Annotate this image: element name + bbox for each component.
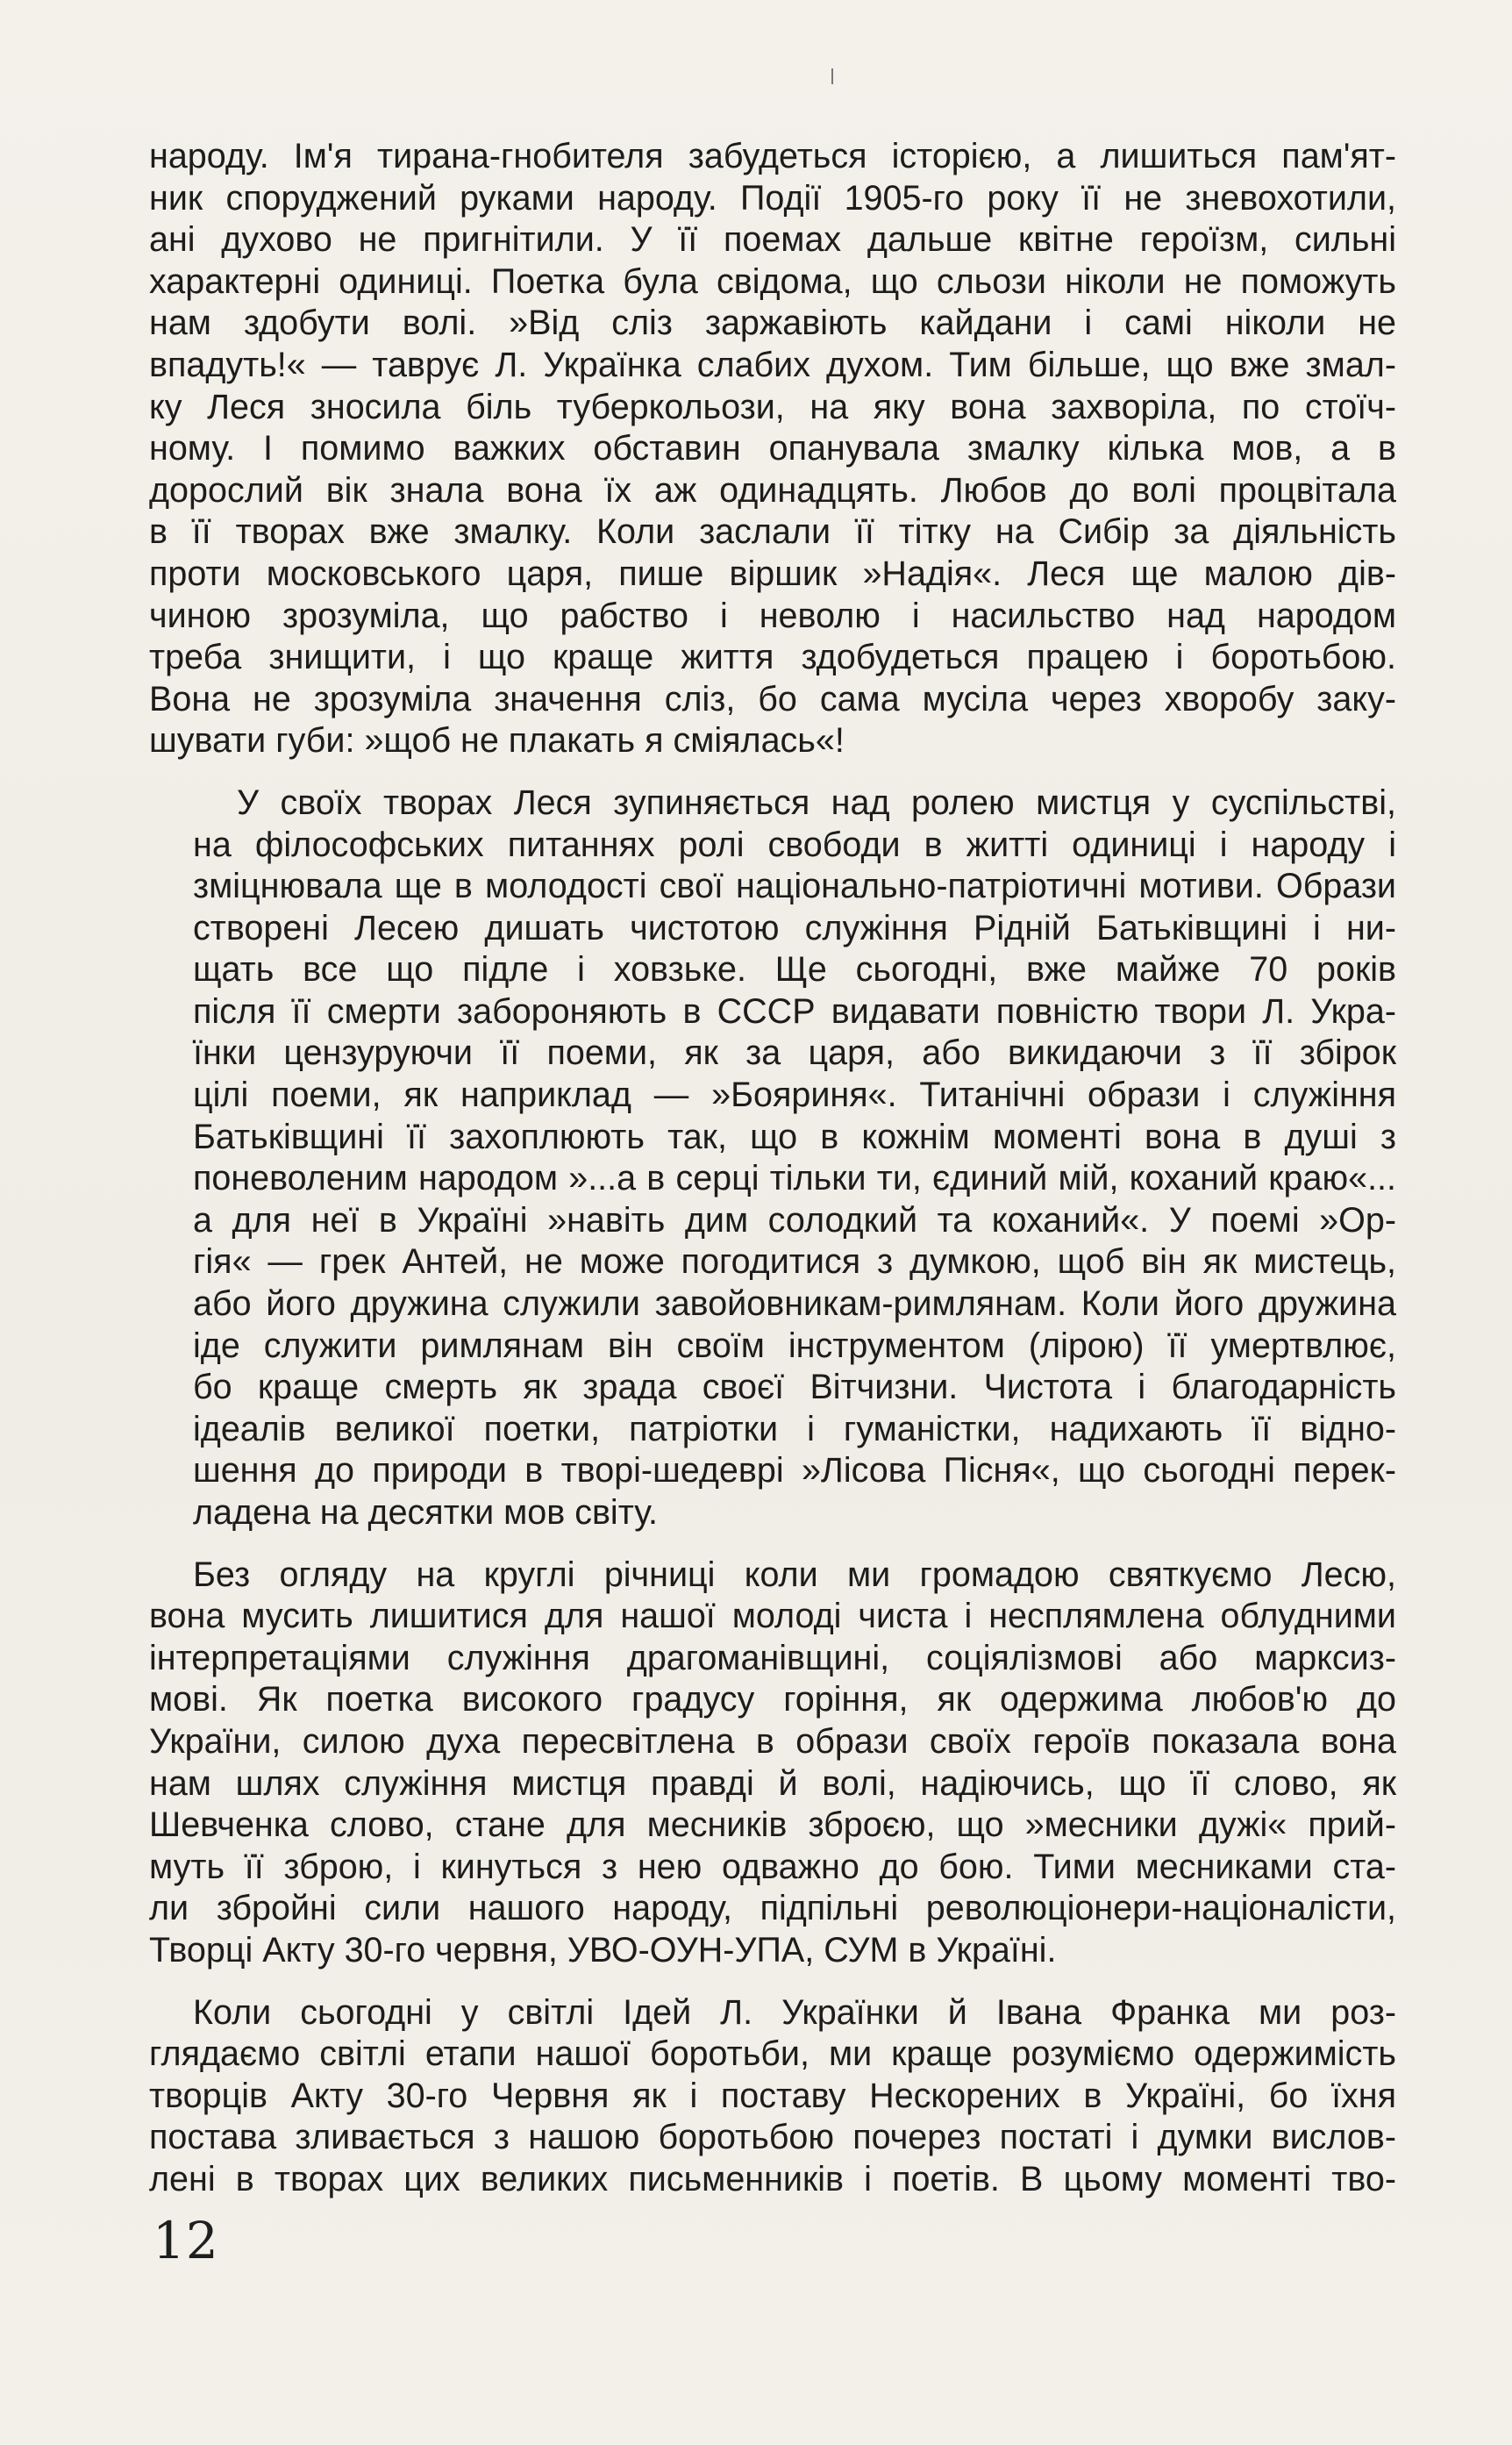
- text-line: впадуть!« — таврує Л. Українка слабих духом. Тим більше, що вже змал-: [149, 345, 1396, 384]
- page-number: 12: [153, 2211, 219, 2270]
- text-line: а для неї в Україні »навіть дим солодкий та коханий«. У поемі »Ор-: [193, 1200, 1396, 1240]
- text-line: Шевченка слово, стане для месників зброєю, що »месники дужі« прий-: [149, 1805, 1396, 1845]
- text-line: муть її зброю, і кинуться з нею одважно до бою. Тими месниками ста-: [149, 1847, 1396, 1886]
- text-line: цілі поеми, як наприклад — »Бояриня«. Титанічні образи і служіння: [193, 1076, 1396, 1115]
- text-line: постава зливається з нашою боротьбою почерез постаті і думки вислов-: [149, 2118, 1396, 2157]
- text-line: створені Лесею дишать чистотою служіння Рідній Батьківщині і ни-: [193, 908, 1396, 947]
- scan-mark: [831, 68, 833, 84]
- text-line: ному. І помимо важких обставин опанувала змалку кілька мов, а в: [149, 429, 1396, 468]
- text-line: гія« — грек Антей, не може погодитися з думкою, щоб він як мистець,: [193, 1242, 1396, 1282]
- text-line: поневоленим народом »...а в серці тільки ти, єдиний мій, коханий краю«...: [193, 1159, 1396, 1198]
- text-line: вона мусить лишитися для нашої молоді чиста і несплямлена облудними: [149, 1597, 1396, 1636]
- text-line: бо краще смерть як зрада своєї Вітчизни. Чистота і благодарність: [193, 1368, 1396, 1407]
- text-line: характерні одиниці. Поетка була свідома, що сльози ніколи не поможуть: [149, 261, 1396, 301]
- text-line: ідеалів великої поетки, патріотки і гуманістки, надихають її відно-: [193, 1409, 1396, 1448]
- text-line: шувати губи: »щоб не плакать я сміялась«!: [149, 721, 845, 761]
- paragraph-4: [149, 1992, 1396, 2201]
- paragraph-2: [149, 783, 1396, 1534]
- text-line: ладена на десятки мов світу.: [193, 1493, 659, 1532]
- text-line: ку Леся зносила біль туберкольози, на яку вона захворіла, по стоїч-: [149, 387, 1396, 426]
- text-line: Без огляду на круглі річниці коли ми громадою святкуємо Лесю,: [193, 1555, 1396, 1594]
- text-line: нам шлях служіння мистця правді й волі, надіючись, що її слово, як: [149, 1763, 1396, 1803]
- text-line: нам здобути волі. »Від сліз заржавіють кайдани і самі ніколи не: [149, 304, 1396, 343]
- text-body: [149, 136, 1396, 2221]
- text-line: на філософських питаннях ролі свободи в житті одиниці і народу і: [193, 825, 1396, 864]
- text-line: Батьківщині її захоплюють так, що в кожнім моменті вона в душі з: [193, 1117, 1396, 1156]
- text-line: України, силою духа пересвітлена в образи своїх героїв показала вона: [149, 1721, 1396, 1761]
- text-line: лені в творах цих великих письменників і поетів. В цьому моменті тво-: [149, 2159, 1396, 2198]
- text-line: творців Акту 30-го Червня як і поставу Нескорених в Україні, бо їхня: [149, 2076, 1396, 2115]
- text-line: ані духово не пригнітили. У її поемах дальше квітне героїзм, сильні: [149, 220, 1396, 260]
- text-line: мові. Як поетка високого градусу горіння, як одержима любов'ю до: [149, 1680, 1396, 1719]
- text-line: після її смерти забороняють в СССР видавати повністю твори Л. Укра-: [193, 991, 1396, 1031]
- text-line: іде служити римлянам він своїм інструментом (лірою) її умертвлює,: [193, 1326, 1396, 1365]
- paragraph-1: [149, 136, 1396, 762]
- text-line: зміцнювала ще в молодості свої національно-патріотичні мотиви. Образи: [193, 867, 1396, 906]
- text-line: ник споруджений руками народу. Події 1905-го року її не зневохотили,: [149, 178, 1396, 218]
- text-line: Вона не зрозуміла значення сліз, бо сама мусіла через хворобу заку-: [149, 679, 1396, 718]
- text-line: дорослий вік знала вона їх аж одинадцять. Любов до волі процвітала: [149, 470, 1396, 510]
- text-line: в її творах вже змалку. Коли заслали її тітку на Сибір за діяльність: [149, 512, 1396, 552]
- text-line: або його дружина служили завойовникам-римлянам. Коли його дружина: [193, 1284, 1396, 1324]
- text-line: проти московського царя, пише віршик »Надія«. Леся ще малою дів-: [149, 554, 1396, 593]
- text-line: Творці Акту 30-го червня, УВО-ОУН-УПА, СУМ в Україні.: [149, 1930, 1057, 1970]
- text-line: чиною зрозуміла, що рабство і неволю і насильство над народом: [149, 596, 1396, 635]
- text-line: інтерпретаціями служіння драгоманівщині, соціялізмові або марксиз-: [149, 1638, 1396, 1677]
- text-line: шення до природи в творі-шедеврі »Лісова Пісня«, що сьогодні перек-: [193, 1451, 1396, 1491]
- text-line: народу. Ім'я тирана-гнобителя забудеться історією, а лишиться пам'ят-: [149, 137, 1396, 175]
- text-line: глядаємо світлі етапи нашої боротьби, ми краще розуміємо одержимість: [149, 2034, 1396, 2074]
- text-line: Коли сьогодні у світлі Ідей Л. Українки й Івана Франка ми роз-: [193, 1992, 1396, 2032]
- text-line: їнки цензуруючи її поеми, як за царя, або викидаючи з її збірок: [193, 1033, 1396, 1073]
- text-line: ли збройні сили нашого народу, підпільні революціонери-націоналісти,: [149, 1889, 1396, 1928]
- paragraph-3: [149, 1555, 1396, 1972]
- text-line: щать все що підле і ховзьке. Ще сьогодні, вже майже 70 років: [193, 950, 1396, 990]
- text-line: треба знищити, і що краще життя здобудеться працею і боротьбою.: [149, 638, 1396, 677]
- text-line: У своїх творах Леся зупиняється над ролею мистця у суспільстві,: [237, 783, 1396, 822]
